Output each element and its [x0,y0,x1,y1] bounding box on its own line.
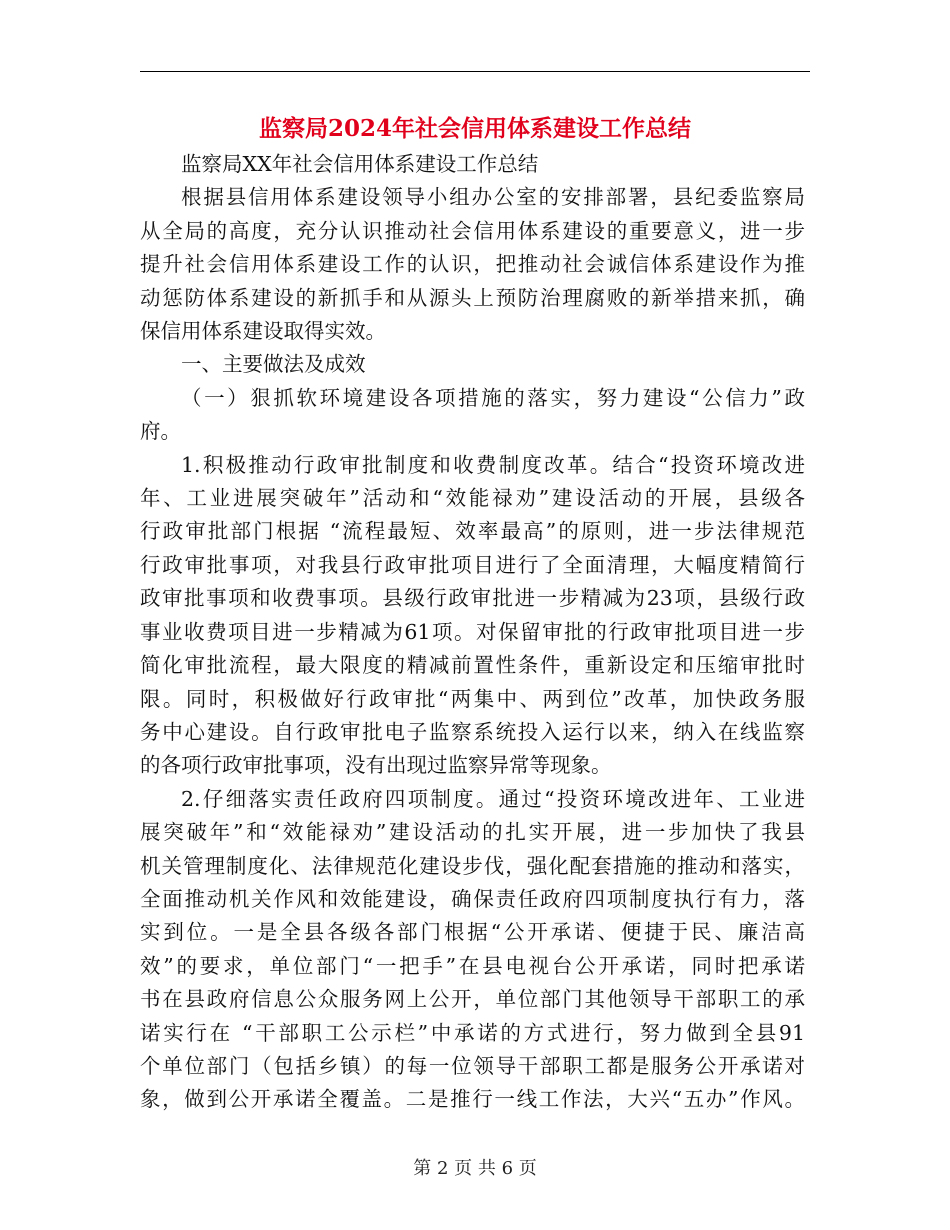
text-line: 一、主要做法及成效 [181,352,366,377]
text-line: 提升社会信用体系建设工作的认识，把推动社会诚信体系建设作为推 [140,252,805,277]
document-title: 监察局2024年社会信用体系建设工作总结 [258,115,691,142]
text-line: 政审批事项和收费事项。县级行政审批进一步精减为23项，县级行政 [140,586,805,611]
text-line: 根据县信用体系建设领导小组办公室的安排部署，县纪委监察局 [181,185,805,210]
text-line: 的各项行政审批事项，没有出现过监察异常等现象。 [140,753,612,778]
text-line: 事业收费项目进一步精减为61项。对保留审批的行政审批项目进一步 [140,619,805,644]
text-line: 行政审批事项，对我县行政审批项目进行了全面清理，大幅度精简行 [140,552,805,577]
text-line: 行政审批部门根据 “流程最短、效率最高”的原则，进一步法律规范 [140,519,805,544]
document-body [140,148,805,1117]
text-line: 从全局的高度，充分认识推动社会信用体系建设的重要意义，进一步 [140,218,805,243]
text-line: 府。 [140,419,181,444]
text-line: 保信用体系建设取得实效。 [140,319,386,344]
text-line: 诺实行在 “干部职工公示栏”中承诺的方式进行，努力做到全县91 [140,1020,805,1045]
text-line: 书在县政府信息公众服务网上公开，单位部门其他领导干部职工的承 [140,987,805,1012]
text-line: 个单位部门（包括乡镇）的每一位领导干部职工都是服务公开承诺对 [140,1053,805,1078]
header-rule [140,71,810,72]
text-line: 年、工业进展突破年”活动和“效能禄劝”建设活动的开展，县级各 [140,486,805,511]
text-line: （一）狠抓软环境建设各项措施的落实，努力建设“公信力”政 [181,385,805,410]
text-line: 监察局XX年社会信用体系建设工作总结 [181,152,539,176]
text-line: 实到位。一是全县各级各部门根据“公开承诺、便捷于民、廉洁高 [140,920,805,945]
text-line: 简化审批流程，最大限度的精减前置性条件，重新设定和压缩审批时 [140,653,805,678]
text-line: 机关管理制度化、法律规范化建设步伐，强化配套措施的推动和落实， [140,853,805,878]
text-line: 1.积极推动行政审批制度和收费制度改革。结合“投资环境改进 [181,452,805,477]
text-line: 展突破年”和“效能禄劝”建设活动的扎实开展，进一步加快了我县 [140,820,805,845]
page-number: 第 2 页 共 6 页 [413,1158,537,1179]
text-line: 效”的要求，单位部门“一把手”在县电视台公开承诺，同时把承诺 [140,953,805,978]
text-line: 象，做到公开承诺全覆盖。二是推行一线工作法，大兴“五办”作风。 [140,1087,805,1112]
text-line: 全面推动机关作风和效能建设，确保责任政府四项制度执行有力，落 [140,886,805,911]
text-line: 限。同时，积极做好行政审批“两集中、两到位”改革，加快政务服 [140,686,805,711]
text-line: 2.仔细落实责任政府四项制度。通过“投资环境改进年、工业进 [181,786,805,811]
text-line: 动惩防体系建设的新抓手和从源头上预防治理腐败的新举措来抓，确 [140,285,805,310]
text-line: 务中心建设。自行政审批电子监察系统投入运行以来，纳入在线监察 [140,719,805,744]
